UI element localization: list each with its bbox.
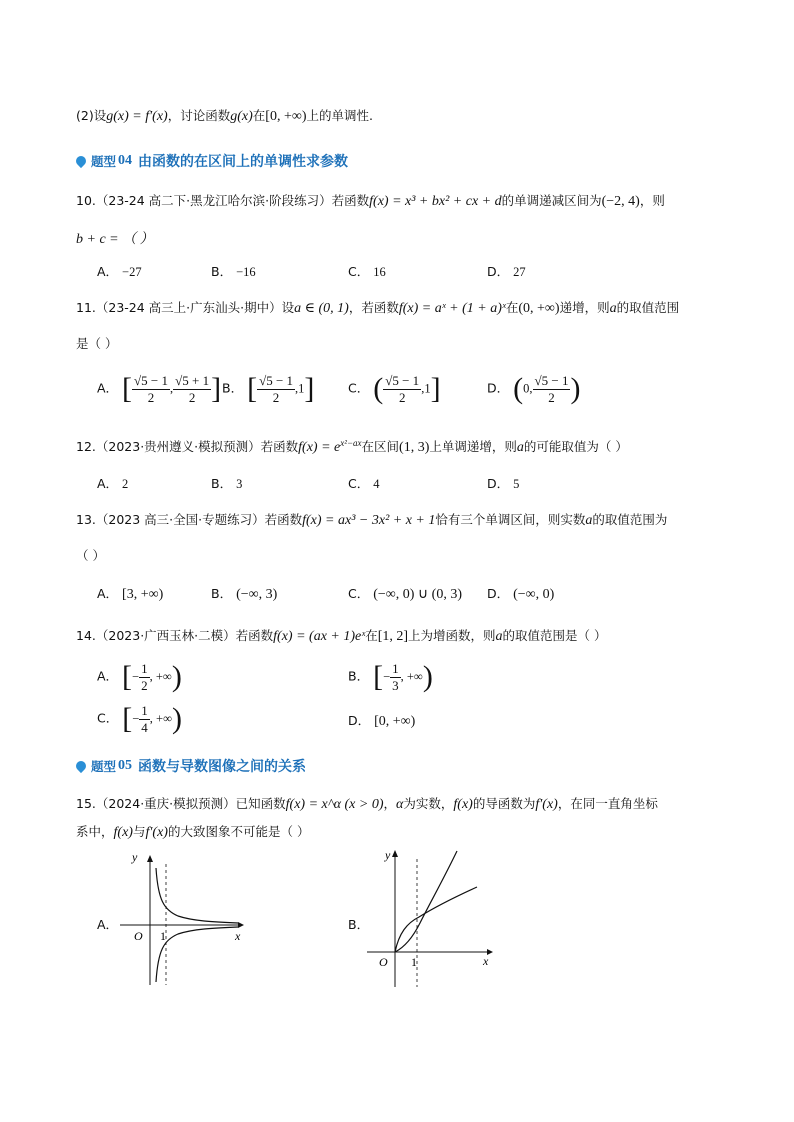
q13-function: f(x) = ax³ − 3x² + x + 1 bbox=[302, 513, 436, 528]
q11-option-c: C． ( $\frac{√5 - 1}{2}$ ,1] bbox=[348, 372, 441, 405]
q10-interval: (−2, 4) bbox=[601, 194, 640, 209]
q10-end: ，则 bbox=[639, 193, 665, 208]
q10-mid: 的单调递减区间为 bbox=[501, 193, 602, 208]
q11-number: 11. bbox=[76, 300, 96, 315]
q13-end2: 的取值范围为 bbox=[592, 512, 668, 527]
q12-source: （2023·贵州遵义·模拟预测）若函数 bbox=[95, 439, 299, 454]
q9-part2-mid2: 在 bbox=[252, 108, 266, 123]
q13-line2: （ ） bbox=[76, 548, 105, 563]
q13-number: 13. bbox=[76, 512, 96, 527]
q11-end: 递增，则 bbox=[559, 300, 610, 315]
graph-b-label: B． bbox=[348, 917, 370, 932]
q13-option-b: B． (−∞, 3) bbox=[211, 586, 278, 602]
q12-end: 上单调递增，则 bbox=[429, 439, 517, 454]
q10-option-d: D． 27 bbox=[487, 264, 526, 279]
q13-stem-line2 bbox=[76, 546, 105, 564]
graph-a-x-label: x bbox=[235, 929, 241, 943]
q14-mid: 在 bbox=[365, 628, 378, 643]
graph-b bbox=[365, 845, 500, 990]
q11-mid: ，若函数 bbox=[348, 300, 399, 315]
q11-interval: (0, +∞) bbox=[518, 301, 560, 316]
q11-option-d: D． (0, $\frac{√5 - 1}{2}$ ) bbox=[487, 372, 581, 405]
q10-function: f(x) = x³ + bx² + cx + d bbox=[369, 194, 502, 209]
graph-a-origin: O bbox=[134, 929, 143, 943]
q15-number: 15. bbox=[76, 796, 96, 811]
section-04-number: 04 bbox=[118, 153, 133, 168]
q9-part2-mid: ，讨论函数 bbox=[167, 108, 231, 123]
graph-b-y-arrow bbox=[392, 850, 398, 857]
q13-source: （2023 高三·全国·专题练习）若函数 bbox=[95, 512, 303, 527]
q14-number: 14. bbox=[76, 628, 96, 643]
q12-option-d: D． 5 bbox=[487, 476, 520, 491]
q12-end2: 的可能取值为（ ） bbox=[523, 439, 628, 454]
section-04-heading bbox=[76, 151, 348, 171]
section-05-number: 05 bbox=[118, 758, 133, 773]
q10-number: 10. bbox=[76, 193, 96, 208]
q15-stem: 15.（2024·重庆·模拟预测）已知函数f(x) = x^α (x > 0)，α为实数，f(x)的导函数为f′(x)，在同一直角坐标 bbox=[76, 796, 658, 812]
q11-condition: a ∈ (0, 1) bbox=[294, 301, 349, 316]
graph-a-label: A． bbox=[97, 917, 119, 932]
q14-source: （2023·广西玉林·二模）若函数 bbox=[95, 628, 274, 643]
section-05-heading bbox=[76, 756, 306, 776]
q13-end: 恰有三个单调区间，则实数 bbox=[435, 512, 586, 527]
q14-var: a bbox=[495, 629, 503, 644]
q10-option-b: B． −16 bbox=[211, 264, 256, 279]
q10-option-c: C． 16 bbox=[348, 264, 386, 279]
q13-stem bbox=[76, 510, 667, 529]
q11-end2: 的取值范围 bbox=[616, 300, 680, 315]
q9-part2-interval: [0, +∞) bbox=[265, 109, 307, 124]
q9-part2-expr1: g(x) = f′(x) bbox=[106, 109, 168, 124]
q13-option-c: C． (−∞, 0) ∪ (0, 3) bbox=[348, 586, 462, 602]
q12-option-a: A． 2 bbox=[97, 476, 129, 491]
q12-function: f(x) = e bbox=[298, 440, 341, 455]
q13-var: a bbox=[585, 513, 593, 528]
q12-option-c: C． 4 bbox=[348, 476, 380, 491]
graph-b-x-label: x bbox=[483, 954, 489, 968]
location-pin-icon bbox=[74, 154, 88, 168]
q14-function: f(x) = (ax + 1)eˣ bbox=[273, 629, 366, 644]
q12-option-b: B． 3 bbox=[211, 476, 243, 491]
q14-end2: 的取值范围是（ ） bbox=[502, 628, 607, 643]
q10-source: （23-24 高二下·黑龙江哈尔滨·阶段练习）若函数 bbox=[95, 193, 370, 208]
q10-stem-line2 bbox=[76, 228, 154, 248]
q11-option-a: A． [ $\frac{√5 - 1}{2}$ , $\frac{√5 + 1}{2}$ ] bbox=[97, 372, 222, 405]
section-04-title: 由函数的在区间上的单调性求参数 bbox=[138, 154, 349, 170]
q13-option-d: D． (−∞, 0) bbox=[487, 586, 555, 602]
graph-a-x-arrow bbox=[238, 922, 244, 928]
q11-line2: 是（ ） bbox=[76, 336, 118, 351]
q9-part2-suffix: 上的单调性. bbox=[306, 108, 373, 123]
q12-interval: (1, 3) bbox=[399, 440, 430, 455]
q15-source: （2024·重庆·模拟预测）已知函数 bbox=[95, 796, 286, 811]
q11-source: （23-24 高三上·广东汕头·期中）设 bbox=[95, 300, 295, 315]
location-pin-icon bbox=[74, 759, 88, 773]
q12-exponent: x²−ax bbox=[340, 437, 362, 448]
graph-b-tick-1: 1 bbox=[411, 955, 417, 969]
section-05-label: 题型 bbox=[91, 759, 117, 774]
q9-part2-line bbox=[76, 106, 373, 125]
q14-option-d: D． [0, +∞) bbox=[348, 713, 416, 729]
q12-mid: 在区间 bbox=[361, 439, 400, 454]
q9-part2-expr2: g(x) bbox=[230, 109, 253, 124]
graph-b-origin: O bbox=[379, 955, 388, 969]
graph-a-curve-upper bbox=[156, 868, 238, 923]
q15-function: f(x) = x^α (x > 0) bbox=[285, 797, 384, 812]
q14-end: 上为增函数，则 bbox=[408, 628, 496, 643]
q12-stem bbox=[76, 437, 628, 456]
q14-interval: [1, 2] bbox=[377, 629, 409, 644]
graph-a-curve-lower bbox=[156, 927, 238, 982]
q12-number: 12. bbox=[76, 439, 96, 454]
q10-line2: b + c = （ ） bbox=[76, 232, 154, 247]
q11-stem bbox=[76, 298, 679, 317]
q11-stem-line2 bbox=[76, 334, 117, 352]
q11-mid2: 在 bbox=[505, 300, 519, 315]
q14-option-b: B． [− $\frac{1}{3}$ , +∞) bbox=[348, 660, 433, 693]
graph-a-tick-1: 1 bbox=[160, 929, 166, 943]
q12-var: a bbox=[516, 440, 524, 455]
section-05-title: 函数与导数图像之间的关系 bbox=[138, 759, 307, 775]
q10-stem bbox=[76, 191, 665, 210]
q14-option-a: A． [− $\frac{1}{2}$ , +∞) bbox=[97, 660, 182, 693]
q13-option-a: A． [3, +∞) bbox=[97, 586, 164, 602]
graph-b-y-label: y bbox=[385, 848, 391, 862]
q11-var: a bbox=[609, 301, 617, 316]
q11-function: f(x) = aˣ + (1 + a)ˣ bbox=[398, 301, 506, 316]
q14-stem bbox=[76, 626, 607, 645]
q15-stem-line2: 系中，f(x)与f′(x)的大致图象不可能是（ ） bbox=[76, 824, 310, 840]
graph-a-y-label: y bbox=[132, 850, 138, 864]
section-04-label: 题型 bbox=[91, 154, 117, 169]
q10-option-a: A． −27 bbox=[97, 264, 142, 279]
q14-option-c: C． [− $\frac{1}{4}$ , +∞) bbox=[97, 702, 182, 735]
graph-a-y-arrow bbox=[147, 855, 153, 862]
q11-option-b: B． [ $\frac{√5 - 1}{2}$ ,1] bbox=[222, 372, 315, 405]
graph-a bbox=[118, 850, 248, 990]
q9-part2-prefix: (2)设 bbox=[76, 108, 107, 123]
